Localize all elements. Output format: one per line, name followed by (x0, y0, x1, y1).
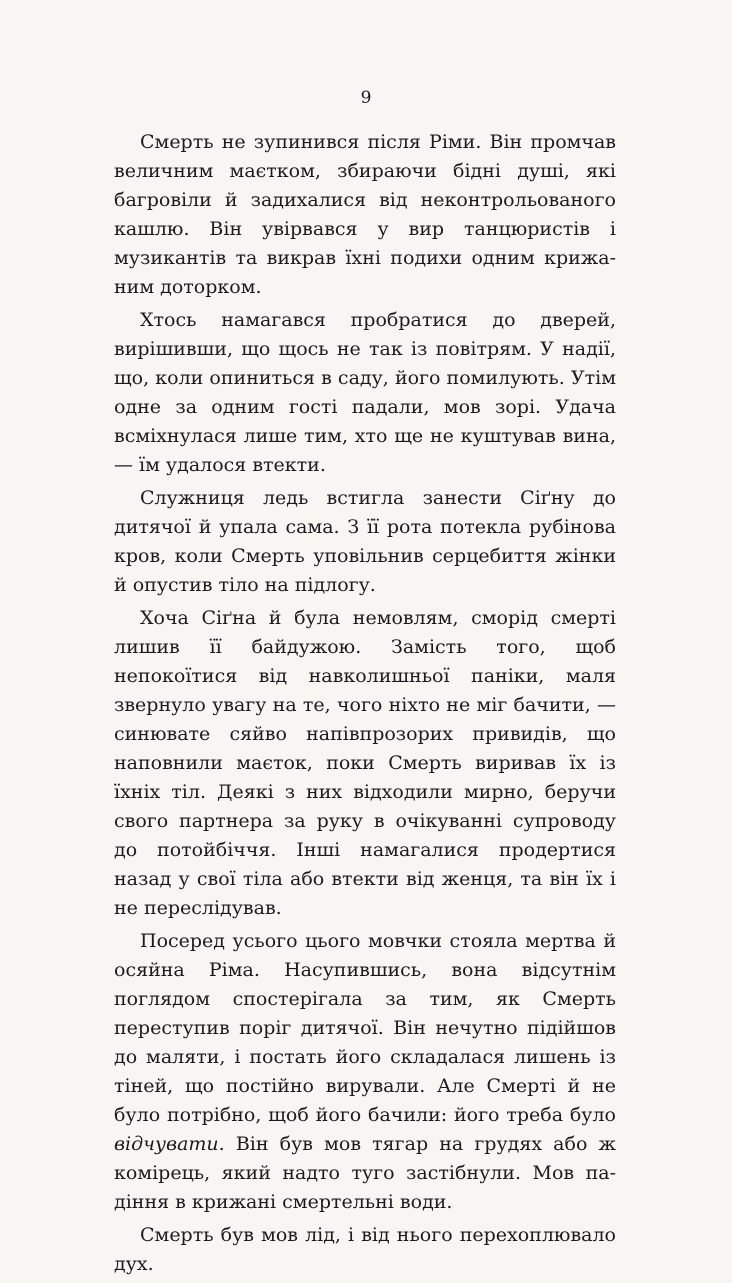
paragraph-5-text-after: . Він був мов тягар на грудях або ж комірець, який надто туго застібнули. Мов падіння в крижані смертельні води. (114, 1133, 616, 1213)
paragraph-5 (114, 927, 616, 1217)
paragraph-4: Хоча Сіґна й була немовлям, сморід смерті лишив її байдужою. Замість того, щоб непокоїтися від навколишньої паніки, маля звернуло увагу на те, чого ніхто не міг бачити, — синювате сяйво напівпрозорих привидів, що наповнили маєток, поки Смерть виривав їх із їхніх тіл. Деякі з них відходили мирно, беручи свого партнера за руку в очікуванні супроводу до потойбіччя. Інші намагалися продертися назад у свої тіла або втекти від женця, та він їх і не переслідував. (114, 607, 616, 919)
paragraph-3: Служниця ледь встигла занести Сіґну до дитячої й упала сама. З її рота потекла рубінова кров, коли Смерть уповільнив серцебиття жінки й опустив тіло на підлогу. (114, 487, 616, 596)
paragraph-5-text-before: Посеред усього цього мовчки стояла мертва й осяйна Ріма. Насупившись, вона відсутнім поглядом спостерігала за тим, як Смерть переступив поріг дитячої. Він нечутно підійшов до маляти, і постать його складалася лишень із тіней, що постійно вирували. Але Смерті й не було потрібно, щоб його бачили: його треба було (114, 930, 616, 1126)
italic-emphasis: відчувати (114, 1133, 219, 1155)
page-number: 9 (360, 88, 372, 108)
paragraph-6: Смерть був мов лід, і від нього перехоплювало дух. (114, 1224, 616, 1275)
paragraph-1: Смерть не зупинився після Ріми. Він промчав величним маєтком, збираючи бідні душі, які багровіли й задихалися від неконтрольованого кашлю. Він увірвався у вир танцюристів і музикантів та викрав їхні подихи одним крижаним доторком. (114, 131, 616, 298)
body-text (114, 128, 616, 1283)
paragraph-2: Хтось намагався пробратися до дверей, вирішивши, що щось не так із повітрям. У надії, що, коли опиниться в саду, його помилують. Утім одне за одним гості падали, мов зорі. Удача всміхнулася лише тим, хто ще не куштував вина, — їм удалося втекти. (114, 309, 616, 476)
